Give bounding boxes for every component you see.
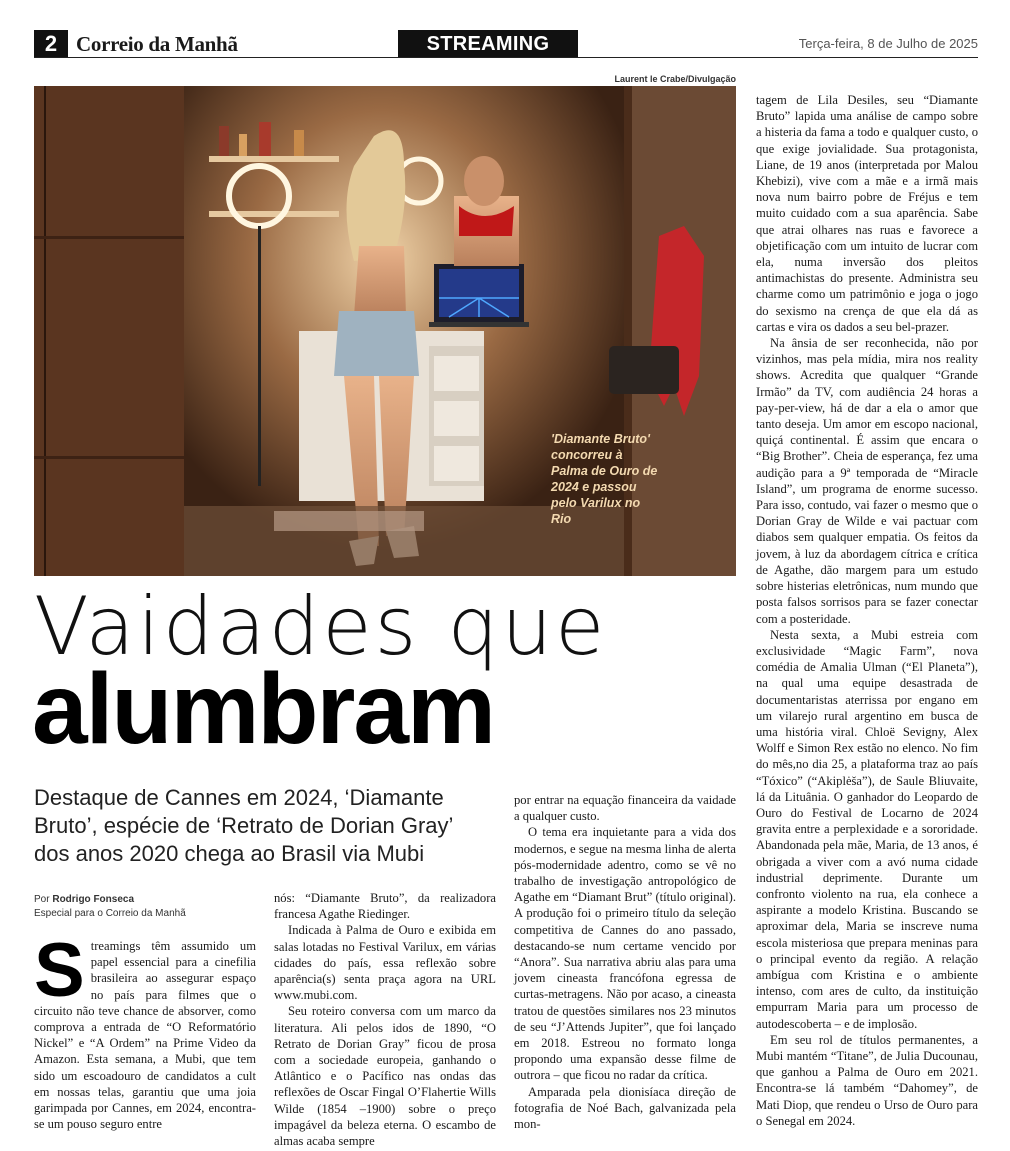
issue-date: Terça-feira, 8 de Julho de 2025 xyxy=(798,36,978,51)
paragraph: tagem de Lila Desiles, seu “Diamante Bruto” lapida uma análise de campo sobre a histeria da fama a todo e qualquer custo, o que exige jovialidade. Sua protagonista, Liane, de 19 anos (interpretada por Malou Khebizi), vive com a mãe e a irmã mais nova num bairro pobre de Fréjus e tem muito cuidado com a sua aparência. Sabe que atrai olhares nas ruas e favorece a objetificação com um intuito de lucrar com ela, numa inversão dos pleitos antimachistas do presente. Administra seu charme como um patrimônio e joga o jogo do sexismo na crença de que ela dá as cartas e vira os dados a seu bel-prazer. xyxy=(756,93,978,334)
article-deck: Destaque de Cannes em 2024, ‘Diamante Bruto’, espécie de ‘Retrato de Dorian Gray’ dos anos 2020 chega ao Brasil via Mubi xyxy=(34,785,453,866)
headline-line-1: Vaidades que xyxy=(34,580,608,673)
photo-caption: 'Diamante Bruto' concorreu à Palma de Ouro de 2024 e passou pelo Varilux no Rio xyxy=(551,432,658,526)
article-column-3 xyxy=(514,792,736,1132)
paragraph: Nesta sexta, a Mubi estreia com exclusividade “Magic Farm”, nova comédia de Amalia Ulman (“El Planeta”), na qual uma equipe desastrada de documentaristas aterrissa por engano em um vilarejo rural argentino em busca de uma história viral. Chloë Sevigny, Alex Wolff e Simon Rex estão no elenco. No fim do mês,no dia 25, a plataforma traz ao país “Tóxico” (“Akiplėša”), de Saule Bliuvaite, lá da Lituânia. O ganhador do Leopardo de Ouro do Festival de Locarno de 2024 gravita entre a perplexidade e a sororidade. Abandonada pela mãe, Maria, de 13 anos, é obrigada a viver com a avó numa cidade industrial deprimente. Durante um confronto violento na rua, ela conhece a aspirante a modelo Kristina. Buscando se aproximar dela, Maria se inscreve numa escola misteriosa que prepara meninas para o principal evento da região. A relação ambígua com Kristina e o ambiente intenso, com ares de culto, da instituição empurram Maria para um processo de autodescoberta – e de implosão. xyxy=(756,627,978,1031)
article-column-1 xyxy=(34,928,256,1132)
author-name: Rodrigo Fonseca xyxy=(52,894,135,905)
photo-credit: Laurent le Crabe/Divulgação xyxy=(614,74,736,84)
newspaper-name: Correio da Manhã xyxy=(76,32,238,56)
paragraph: nós: “Diamante Bruto”, da realizadora francesa Agathe Riedinger. xyxy=(274,891,496,922)
article-column-2 xyxy=(274,890,496,1149)
paragraph: por entrar na equação financeira da vaidade a qualquer custo. xyxy=(514,793,736,824)
paragraph: Indicada à Palma de Ouro e exibida em salas lotadas no Festival Varilux, em várias cidades do país, essa reflexão sobre aparência(s) senta praça agora na URL www.mubi.com. xyxy=(274,923,496,1003)
drop-cap: S xyxy=(34,928,85,1013)
paragraph: Amparada pela dionisíaca direção de fotografia de Noé Bach, galvanizada pela mon- xyxy=(514,1084,736,1132)
headline-line-2: alumbram xyxy=(32,653,494,765)
page-number: 2 xyxy=(34,30,68,58)
section-label: STREAMING xyxy=(398,30,578,58)
page-header xyxy=(34,30,978,58)
byline xyxy=(34,893,186,921)
paragraph: Em seu rol de títulos permanentes, a Mubi mantém “Titane”, de Julia Ducounau, que ganhou a Palma de Ouro em 2021. Encontra-se lá também “Dahomey”, de Mati Diop, que rendeu o Urso de Ouro para o Senegal em 2024. xyxy=(756,1032,978,1128)
header-divider xyxy=(34,57,978,58)
byline-prefix: Por xyxy=(34,894,50,905)
paragraph: Na ânsia de ser reconhecida, não por vizinhos, mas pela mídia, mira nos reality shows. Acredita que qualquer “Grande Irmão” da TV, com audiência 24 horas a pay-per-view, há de dar a ela o amor que tanto deseja. Um amor em escopo nacional, quiçá continental. É assim que encara o “Big Brother”. Cheia de esperança, fez uma audição para a 9ª temporada de “Miracle Island”, um programa de enorme sucesso. Para isso, contudo, vai fazer o mesmo que o Dorian Gray de Wilde e vai pactuar com diabos sem qualquer empatia. Os feitos da jovem, à luz da abordagem cítrica e crítica de Agathe, dão margem para um estudo sobre histerias eletrônicas, num mundo que posta falsos sorrisos para se fazer conectar com a posteridade. xyxy=(756,336,978,626)
author-affiliation: Especial para o Correio da Manhã xyxy=(34,908,186,919)
paragraph: O tema era inquietante para a vida dos modernos, e segue na mesma linha de alerta pós-modernidade adentro, como se vê no trabalho de investigação antropológico de Agathe em “Diamant Brut” (título original). A produção foi o primeiro título da seleção competitiva de Cannes do ano passado, destacando-se num certame vencido por “Anora”. Sua narrativa abriu alas para uma jovem cineasta francófona egressa de curtas-metragens. Não por acaso, a cineasta tratou de questões similares nos 23 minutos de seu “J’Attends Jupiter”, que foi lançado em 2018. Estreou no formato longa propondo uma expansão desse filme de outrora – que ficou no radar da crítica. xyxy=(514,825,736,1083)
paragraph: treamings têm assumido um papel essencial para a cinefilia brasileira ao assegurar espaço no país para filmes que o circuito não teve chance de absorver, como comprova a entrada de “O Reformatório Nickel” e “A Ordem” na Prime Video da Amazon. Esta semana, a Mubi, que tem sido um escoadouro de candidatos a cult em nossas telas, garantiu que uma joia garimpada por Cannes, em 2024, encontra-se um pouso seguro entre xyxy=(34,939,256,1132)
paragraph: Seu roteiro conversa com um marco da literatura. Ali pelos idos de 1890, “O Retrato de Dorian Gray” ficou de prosa com a sociedade europeia, ganhando o Atlântico e o Pacífico nas ondas das reflexões de Oscar Fingal O’Flahertie Wills Wilde (1854 –1900) sobre o preço impagável da beleza eterna. O escambo de almas acaba sempre xyxy=(274,1004,496,1149)
article-column-4 xyxy=(756,92,978,1129)
